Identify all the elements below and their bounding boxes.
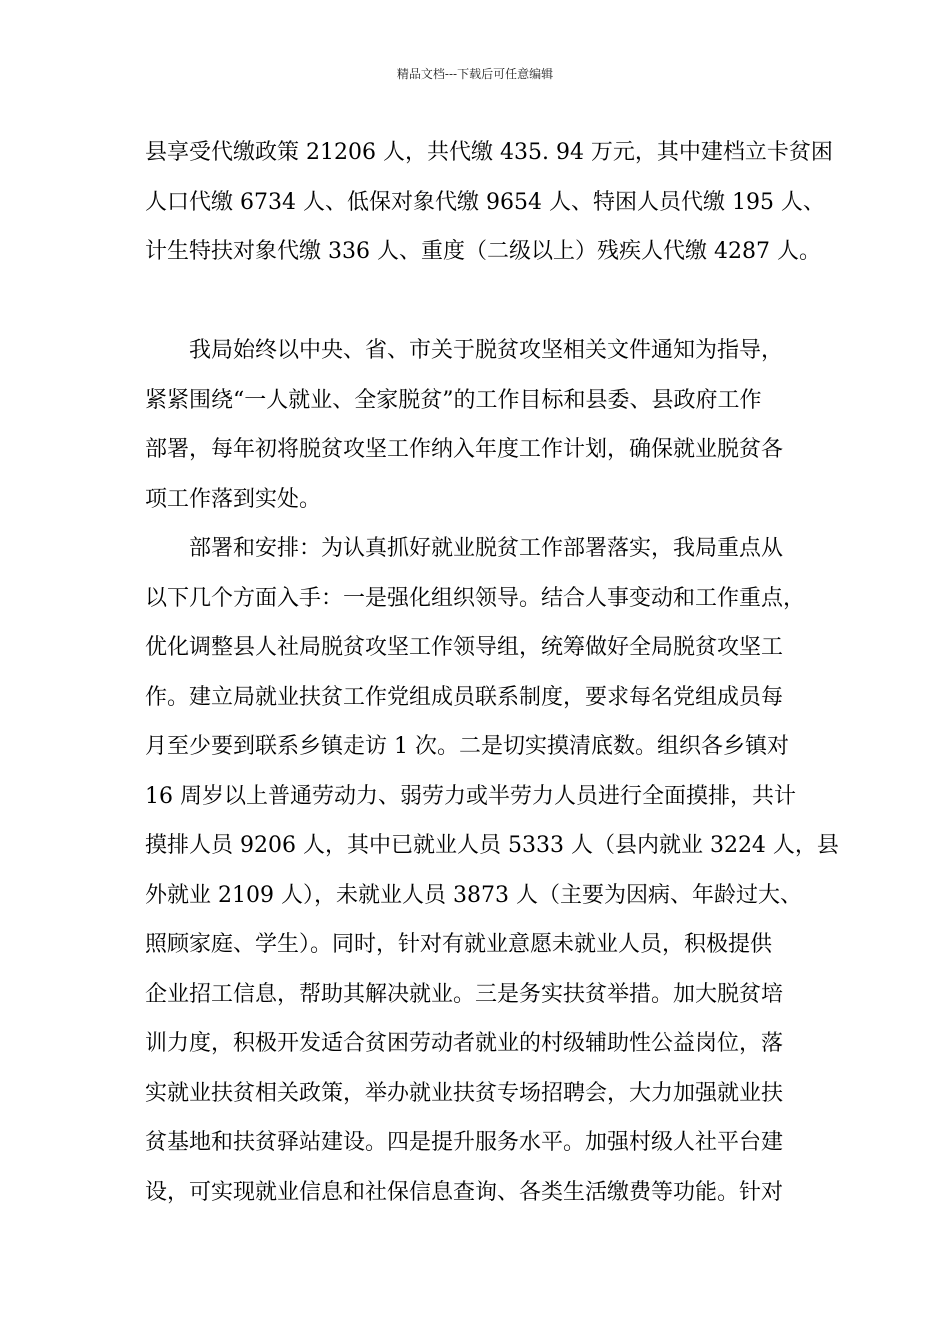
paragraph-2 [145,326,815,524]
text-line: 以下几个方面入手：一是强化组织领导。结合人事变动和工作重点， [145,585,806,611]
text-line: 摸排人员 9206 人，其中已就业人员 5333 人（县内就业 3224 人，县 [145,833,839,858]
text-line: 贫基地和扶贫驿站建设。四是提升服务水平。加强村级人社平台建 [145,1130,784,1155]
text-line: 部署，每年初将脱贫攻坚工作纳入年度工作计划，确保就业脱贫各 [145,437,784,462]
page-header: 精品文档---下载后可任意编辑 [396,67,554,81]
text-line: 设，可实现就业信息和社保信息查询、各类生活缴费等功能。针对 [145,1179,784,1205]
text-line: 企业招工信息，帮助其解决就业。三是务实扶贫举措。加大脱贫培 [145,981,784,1007]
text-line: 作。建立局就业扶贫工作党组成员联系制度，要求每名党组成员每 [145,684,784,710]
paragraph-3 [145,524,839,1217]
text-line: 外就业 2109 人），未就业人员 3873 人（主要为因病、年龄过大、 [145,882,802,908]
text-line: 部署和安排：为认真抓好就业脱贫工作部署落实，我局重点从 [145,536,784,561]
text-line: 我局始终以中央、省、市关于脱贫攻坚相关文件通知为指导， [145,338,784,363]
text-line: 紧紧围绕“一人就业、全家脱贫”的工作目标和县委、县政府工作 [145,387,762,413]
text-line: 人口代缴 6734 人、低保对象代缴 9654 人、特困人员代缴 195 人、 [145,189,825,215]
text-line: 县享受代缴政策 21206 人，共代缴 435. 94 万元，其中建档立卡贫困 [145,140,833,165]
text-line: 项工作落到实处。 [145,486,322,512]
text-line: 月至少要到联系乡镇走访 1 次。二是切实摸清底数。组织各乡镇对 [145,734,789,759]
paragraph-1 [145,128,833,277]
text-line: 训力度，积极开发适合贫困劳动者就业的村级辅助性公益岗位，落 [145,1031,784,1056]
text-line: 16 周岁以上普通劳动力、弱劳力或半劳力人员进行全面摸排，共计 [145,783,796,809]
text-line: 优化调整县人社局脱贫攻坚工作领导组，统筹做好全局脱贫攻坚工 [145,635,784,660]
text-line: 计生特扶对象代缴 336 人、重度（二级以上）残疾人代缴 4287 人。 [145,239,821,264]
text-line: 实就业扶贫相关政策，举办就业扶贫专场招聘会，大力加强就业扶 [145,1080,784,1106]
text-line: 照顾家庭、学生）。同时，针对有就业意愿未就业人员，积极提供 [145,932,773,957]
